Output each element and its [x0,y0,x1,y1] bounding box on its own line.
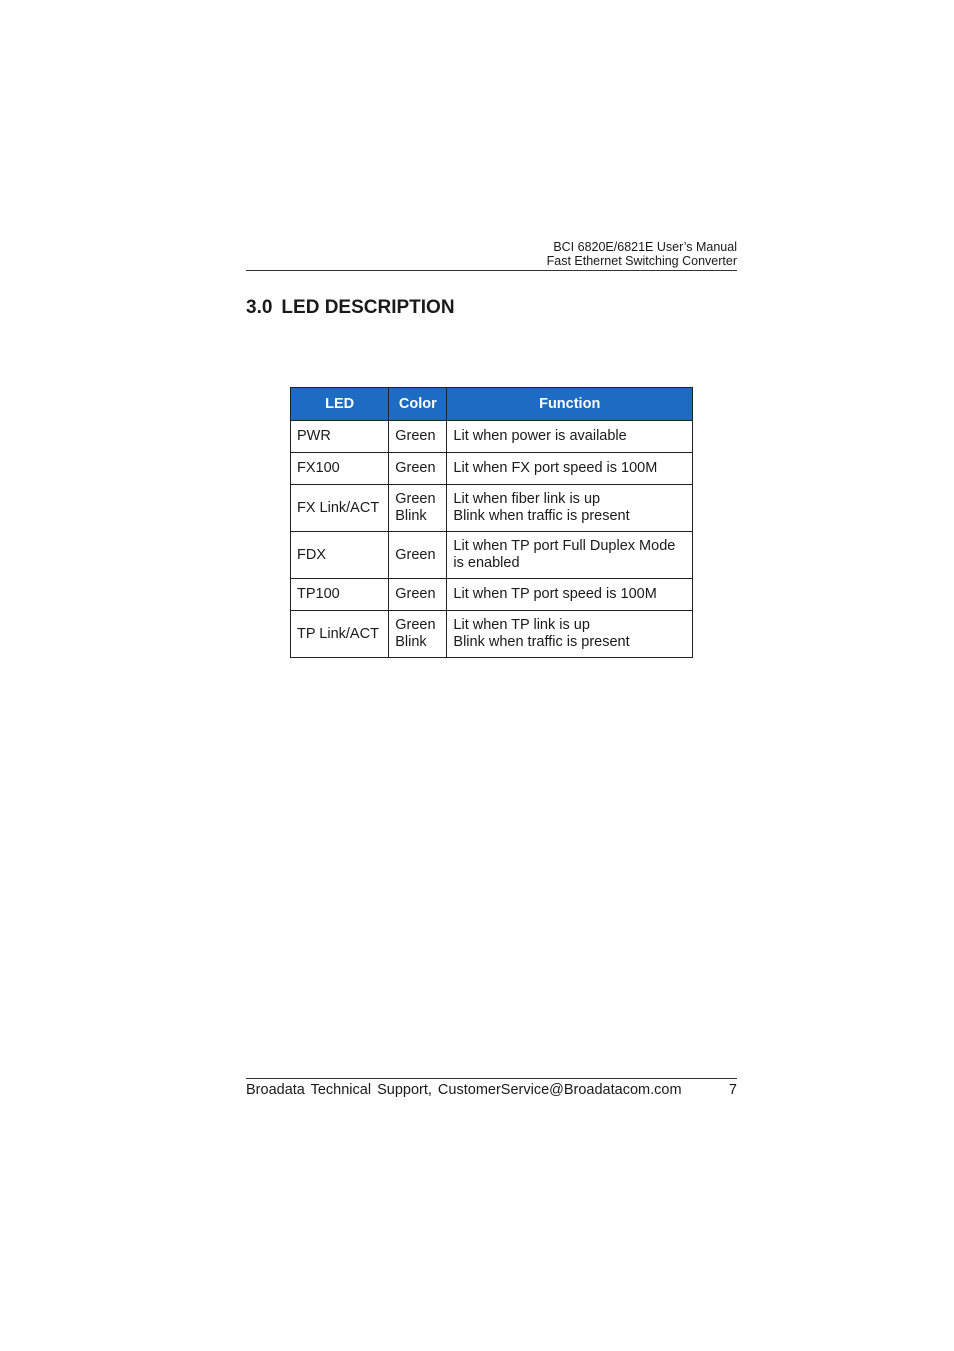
section-title [246,296,455,320]
header-led: LED [291,388,389,421]
footer-support-text: Broadata Technical Support, CustomerService@Broadatacom.com [246,1082,682,1098]
led-cell: FX100 [291,453,389,485]
header-function: Function [447,388,693,421]
function-cell [447,453,693,485]
function-line: Blink when traffic is present [453,508,630,524]
function-line: Lit when TP port Full Duplex Mode [453,538,676,554]
led-table [290,387,693,658]
color-line: Green [395,428,436,444]
function-line: Blink when traffic is present [453,634,630,650]
color-line: Green [395,491,436,507]
function-cell [447,485,693,532]
color-cell [389,532,447,579]
function-line: Lit when fiber link is up [453,491,601,507]
manual-title: BCI 6820E/6821E User’s Manual [553,240,737,254]
color-cell [389,579,447,611]
color-line: Blink [395,508,427,524]
table-row [291,532,693,579]
table-row [291,611,693,658]
color-cell [389,421,447,453]
table-row [291,421,693,453]
footer-divider [246,1078,737,1079]
header-color: Color [389,388,447,421]
color-line: Green [395,546,436,563]
function-line: Lit when TP port speed is 100M [453,586,657,602]
header-divider [246,270,737,271]
function-cell [447,421,693,453]
running-header [246,241,737,268]
table-header-row [291,388,693,421]
led-cell: TP Link/ACT [291,611,389,658]
function-cell [447,611,693,658]
table-row [291,453,693,485]
table-row [291,579,693,611]
function-cell [447,579,693,611]
color-cell [389,611,447,658]
section-heading: LED DESCRIPTION [281,297,455,318]
function-line: Lit when TP link is up [453,617,590,633]
color-line: Green [395,460,436,476]
function-line: is enabled [453,555,520,571]
led-cell: PWR [291,421,389,453]
function-line: Lit when FX port speed is 100M [453,460,658,476]
page-number: 7 [728,1082,737,1098]
color-cell [389,485,447,532]
color-cell [389,453,447,485]
led-cell: TP100 [291,579,389,611]
function-cell [447,532,693,579]
section-number: 3.0 [246,297,273,318]
table-row [291,485,693,532]
led-cell: FX Link/ACT [291,485,389,532]
color-line: Green [395,617,436,633]
color-line: Green [395,586,436,602]
manual-subtitle: Fast Ethernet Switching Converter [546,253,737,268]
color-line: Blink [395,634,427,650]
function-line: Lit when power is available [453,428,627,444]
led-cell: FDX [291,532,389,579]
